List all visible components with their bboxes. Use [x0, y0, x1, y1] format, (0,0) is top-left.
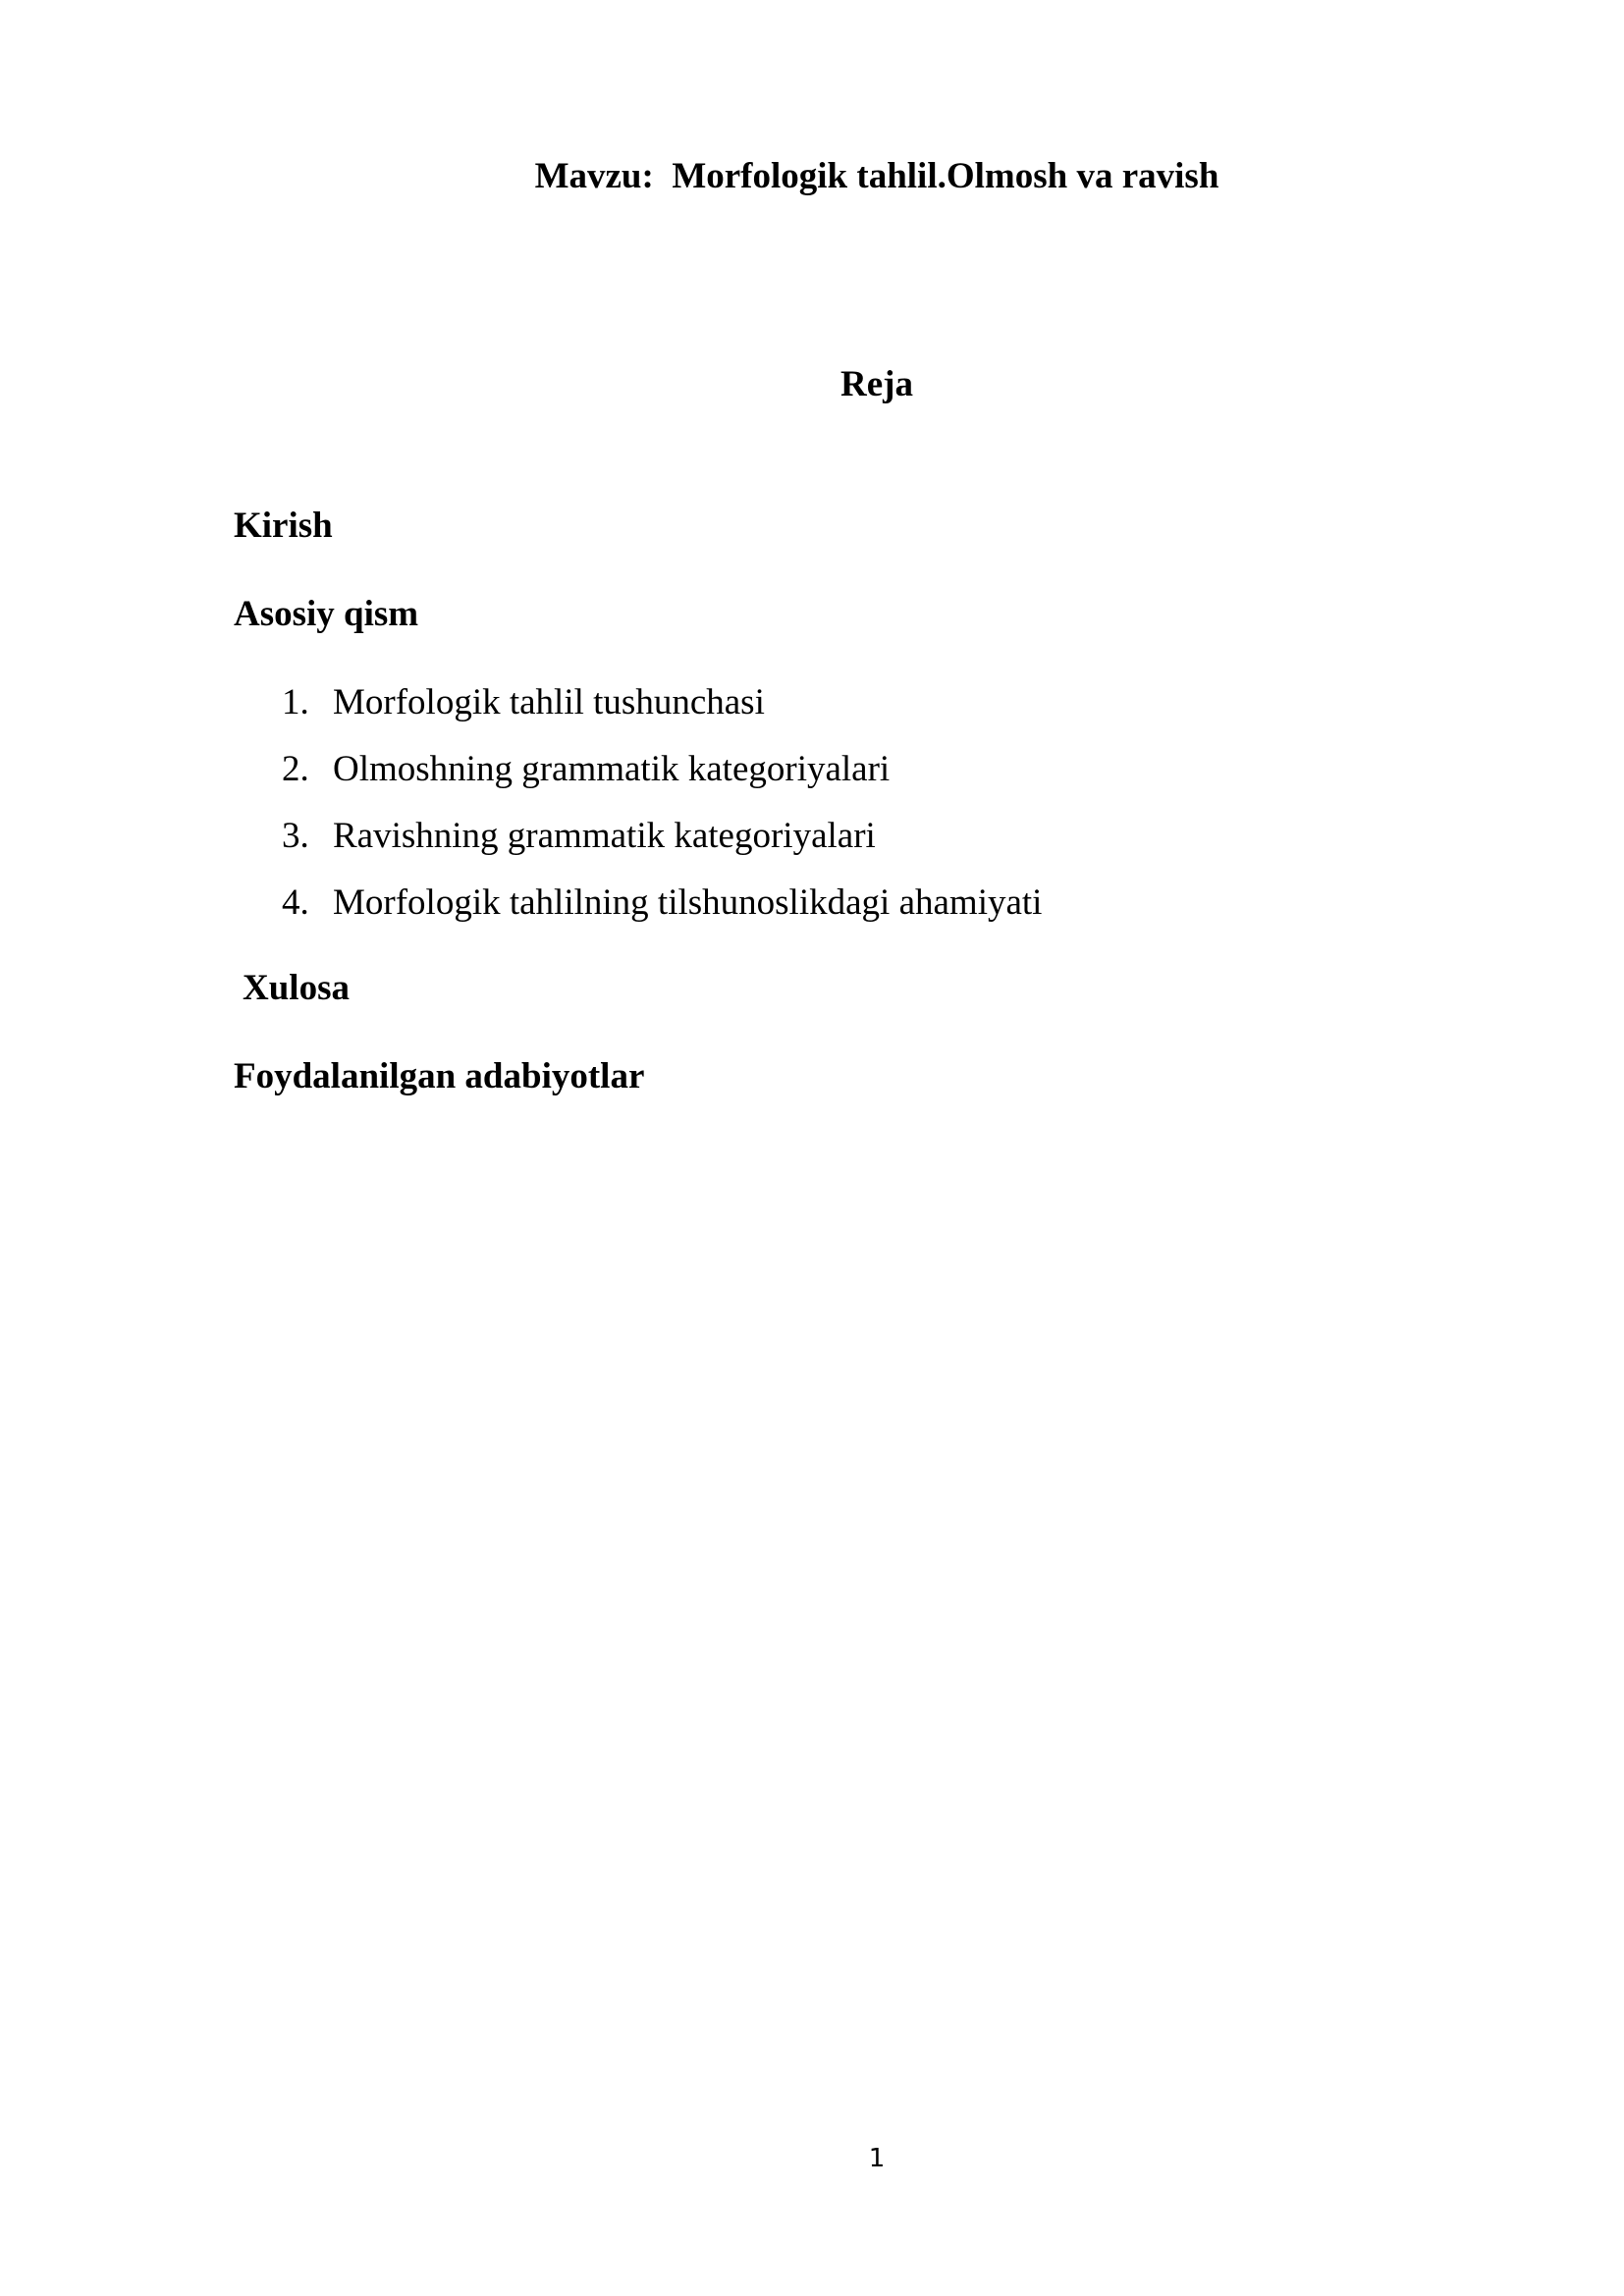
section-main: Asosiy qism	[234, 594, 419, 634]
list-item	[282, 681, 1042, 748]
list-item-number: 2.	[282, 749, 309, 789]
list-item-number: 4.	[282, 882, 309, 923]
list-item	[282, 881, 1042, 948]
main-items-list	[282, 681, 1042, 948]
list-item-text: Morfologik tahlil tushunchasi	[333, 682, 765, 722]
list-item	[282, 748, 1042, 815]
list-item-number: 3.	[282, 816, 309, 856]
list-item-text: Olmoshning grammatik kategoriyalari	[333, 749, 891, 789]
list-item-text: Morfologik tahlilning tilshunoslikdagi ahamiyati	[333, 882, 1043, 923]
page-number: 1	[868, 2144, 886, 2173]
list-item	[282, 815, 1042, 881]
list-item-text: Ravishning grammatik kategoriyalari	[333, 816, 876, 856]
section-intro: Kirish	[234, 506, 333, 546]
list-item-number: 1.	[282, 682, 309, 722]
plan-heading: Reja	[840, 364, 913, 404]
section-references: Foydalanilgan adabiyotlar	[234, 1056, 645, 1096]
section-conclusion: Xulosa	[243, 968, 350, 1008]
document-title: Mavzu: Morfologik tahlil.Olmosh va ravish	[534, 156, 1219, 196]
